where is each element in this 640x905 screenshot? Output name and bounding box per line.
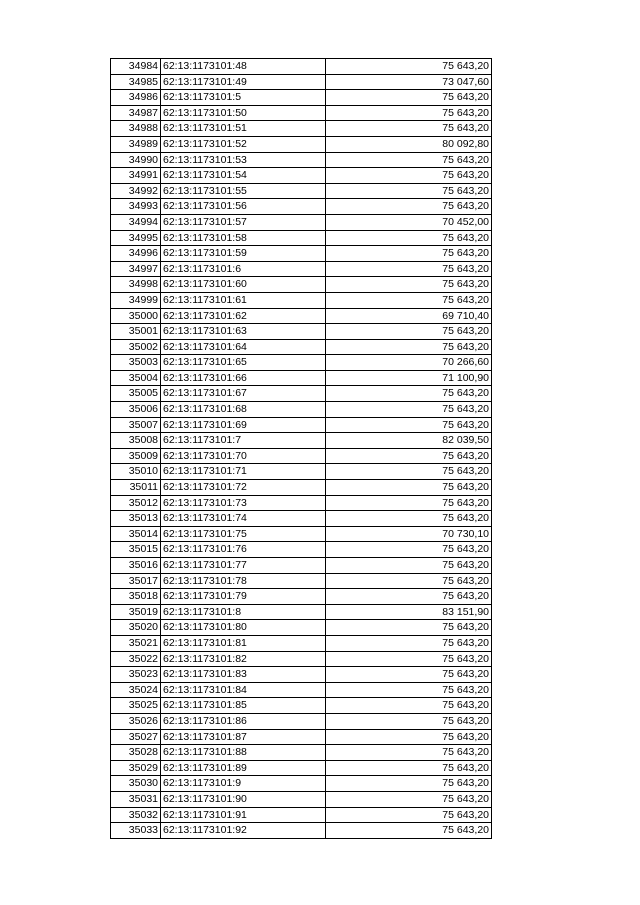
table-row xyxy=(111,152,492,168)
row-id-cell: 35020 xyxy=(111,620,161,636)
row-id-cell: 35006 xyxy=(111,402,161,418)
table-row xyxy=(111,760,492,776)
value-cell: 71 100,90 xyxy=(326,370,492,386)
cadastral-number-cell: 62:13:1173101:86 xyxy=(161,713,326,729)
cadastral-number-cell: 62:13:1173101:92 xyxy=(161,823,326,839)
cadastral-number-cell: 62:13:1173101:58 xyxy=(161,230,326,246)
cadastral-number-cell: 62:13:1173101:80 xyxy=(161,620,326,636)
value-cell: 75 643,20 xyxy=(326,542,492,558)
value-cell: 75 643,20 xyxy=(326,480,492,496)
row-id-cell: 35007 xyxy=(111,417,161,433)
value-cell: 70 266,60 xyxy=(326,355,492,371)
table-row xyxy=(111,667,492,683)
cadastral-number-cell: 62:13:1173101:70 xyxy=(161,448,326,464)
row-id-cell: 35014 xyxy=(111,526,161,542)
table-row xyxy=(111,90,492,106)
table-body xyxy=(111,59,492,839)
cadastral-number-cell: 62:13:1173101:84 xyxy=(161,682,326,698)
value-cell: 80 092,80 xyxy=(326,136,492,152)
row-id-cell: 34985 xyxy=(111,74,161,90)
value-cell: 75 643,20 xyxy=(326,339,492,355)
table-row xyxy=(111,558,492,574)
cadastral-number-cell: 62:13:1173101:6 xyxy=(161,261,326,277)
cadastral-number-cell: 62:13:1173101:85 xyxy=(161,698,326,714)
cadastral-number-cell: 62:13:1173101:60 xyxy=(161,277,326,293)
value-cell: 75 643,20 xyxy=(326,183,492,199)
cadastral-number-cell: 62:13:1173101:90 xyxy=(161,791,326,807)
cadastral-number-cell: 62:13:1173101:57 xyxy=(161,214,326,230)
table-row xyxy=(111,698,492,714)
row-id-cell: 34996 xyxy=(111,246,161,262)
value-cell: 75 643,20 xyxy=(326,168,492,184)
value-cell: 75 643,20 xyxy=(326,121,492,137)
table-row xyxy=(111,277,492,293)
row-id-cell: 35032 xyxy=(111,807,161,823)
value-cell: 75 643,20 xyxy=(326,729,492,745)
table-row xyxy=(111,542,492,558)
row-id-cell: 34988 xyxy=(111,121,161,137)
row-id-cell: 35021 xyxy=(111,635,161,651)
table-row xyxy=(111,807,492,823)
table-row xyxy=(111,823,492,839)
value-cell: 75 643,20 xyxy=(326,277,492,293)
table-row xyxy=(111,168,492,184)
table-row xyxy=(111,324,492,340)
row-id-cell: 35011 xyxy=(111,480,161,496)
table-row xyxy=(111,121,492,137)
cadastral-number-cell: 62:13:1173101:72 xyxy=(161,480,326,496)
value-cell: 75 643,20 xyxy=(326,573,492,589)
value-cell: 75 643,20 xyxy=(326,246,492,262)
value-cell: 75 643,20 xyxy=(326,791,492,807)
cadastral-number-cell: 62:13:1173101:64 xyxy=(161,339,326,355)
cadastral-number-cell: 62:13:1173101:7 xyxy=(161,433,326,449)
row-id-cell: 35018 xyxy=(111,589,161,605)
row-id-cell: 35028 xyxy=(111,745,161,761)
cadastral-number-cell: 62:13:1173101:49 xyxy=(161,74,326,90)
cadastral-number-cell: 62:13:1173101:73 xyxy=(161,495,326,511)
value-cell: 75 643,20 xyxy=(326,495,492,511)
cadastral-number-cell: 62:13:1173101:5 xyxy=(161,90,326,106)
value-cell: 75 643,20 xyxy=(326,667,492,683)
table-row xyxy=(111,495,492,511)
value-cell: 75 643,20 xyxy=(326,511,492,527)
row-id-cell: 35015 xyxy=(111,542,161,558)
value-cell: 75 643,20 xyxy=(326,776,492,792)
table-row xyxy=(111,230,492,246)
cadastral-number-cell: 62:13:1173101:83 xyxy=(161,667,326,683)
row-id-cell: 35004 xyxy=(111,370,161,386)
table-row xyxy=(111,308,492,324)
table-row xyxy=(111,370,492,386)
cadastral-number-cell: 62:13:1173101:79 xyxy=(161,589,326,605)
cadastral-number-cell: 62:13:1173101:89 xyxy=(161,760,326,776)
value-cell: 75 643,20 xyxy=(326,589,492,605)
table-row xyxy=(111,74,492,90)
row-id-cell: 35008 xyxy=(111,433,161,449)
cadastral-number-cell: 62:13:1173101:52 xyxy=(161,136,326,152)
cadastral-number-cell: 62:13:1173101:68 xyxy=(161,402,326,418)
value-cell: 75 643,20 xyxy=(326,402,492,418)
row-id-cell: 35033 xyxy=(111,823,161,839)
table-row xyxy=(111,402,492,418)
value-cell: 75 643,20 xyxy=(326,745,492,761)
cadastral-number-cell: 62:13:1173101:81 xyxy=(161,635,326,651)
row-id-cell: 35023 xyxy=(111,667,161,683)
row-id-cell: 34990 xyxy=(111,152,161,168)
table-row xyxy=(111,417,492,433)
value-cell: 75 643,20 xyxy=(326,324,492,340)
data-table xyxy=(110,58,492,839)
table-row xyxy=(111,604,492,620)
table-row xyxy=(111,136,492,152)
table-row xyxy=(111,713,492,729)
value-cell: 69 710,40 xyxy=(326,308,492,324)
row-id-cell: 35017 xyxy=(111,573,161,589)
table-row xyxy=(111,729,492,745)
value-cell: 75 643,20 xyxy=(326,760,492,776)
row-id-cell: 35013 xyxy=(111,511,161,527)
table-row xyxy=(111,448,492,464)
row-id-cell: 35030 xyxy=(111,776,161,792)
table-row xyxy=(111,246,492,262)
row-id-cell: 34989 xyxy=(111,136,161,152)
value-cell: 75 643,20 xyxy=(326,713,492,729)
row-id-cell: 35009 xyxy=(111,448,161,464)
table-row xyxy=(111,791,492,807)
row-id-cell: 35024 xyxy=(111,682,161,698)
row-id-cell: 35012 xyxy=(111,495,161,511)
cadastral-number-cell: 62:13:1173101:50 xyxy=(161,105,326,121)
cadastral-number-cell: 62:13:1173101:51 xyxy=(161,121,326,137)
table-row xyxy=(111,386,492,402)
row-id-cell: 34987 xyxy=(111,105,161,121)
table-row xyxy=(111,339,492,355)
value-cell: 75 643,20 xyxy=(326,558,492,574)
table-row xyxy=(111,651,492,667)
cadastral-number-cell: 62:13:1173101:78 xyxy=(161,573,326,589)
cadastral-number-cell: 62:13:1173101:9 xyxy=(161,776,326,792)
row-id-cell: 35019 xyxy=(111,604,161,620)
row-id-cell: 34999 xyxy=(111,292,161,308)
value-cell: 75 643,20 xyxy=(326,261,492,277)
table-row xyxy=(111,635,492,651)
value-cell: 75 643,20 xyxy=(326,105,492,121)
value-cell: 75 643,20 xyxy=(326,386,492,402)
value-cell: 75 643,20 xyxy=(326,199,492,215)
table-row xyxy=(111,261,492,277)
table-row xyxy=(111,433,492,449)
row-id-cell: 34984 xyxy=(111,59,161,75)
cadastral-number-cell: 62:13:1173101:82 xyxy=(161,651,326,667)
cadastral-number-cell: 62:13:1173101:62 xyxy=(161,308,326,324)
cadastral-number-cell: 62:13:1173101:8 xyxy=(161,604,326,620)
cadastral-number-cell: 62:13:1173101:65 xyxy=(161,355,326,371)
row-id-cell: 34991 xyxy=(111,168,161,184)
row-id-cell: 35001 xyxy=(111,324,161,340)
cadastral-number-cell: 62:13:1173101:67 xyxy=(161,386,326,402)
row-id-cell: 34997 xyxy=(111,261,161,277)
table-row xyxy=(111,214,492,230)
cadastral-number-cell: 62:13:1173101:59 xyxy=(161,246,326,262)
cadastral-number-cell: 62:13:1173101:75 xyxy=(161,526,326,542)
cadastral-number-cell: 62:13:1173101:71 xyxy=(161,464,326,480)
value-cell: 75 643,20 xyxy=(326,417,492,433)
row-id-cell: 35003 xyxy=(111,355,161,371)
cadastral-number-cell: 62:13:1173101:61 xyxy=(161,292,326,308)
row-id-cell: 35000 xyxy=(111,308,161,324)
row-id-cell: 35029 xyxy=(111,760,161,776)
table-row xyxy=(111,745,492,761)
cadastral-number-cell: 62:13:1173101:74 xyxy=(161,511,326,527)
row-id-cell: 34992 xyxy=(111,183,161,199)
table-row xyxy=(111,480,492,496)
cadastral-number-cell: 62:13:1173101:88 xyxy=(161,745,326,761)
value-cell: 75 643,20 xyxy=(326,635,492,651)
value-cell: 70 730,10 xyxy=(326,526,492,542)
value-cell: 75 643,20 xyxy=(326,823,492,839)
cadastral-number-cell: 62:13:1173101:76 xyxy=(161,542,326,558)
row-id-cell: 35016 xyxy=(111,558,161,574)
value-cell: 75 643,20 xyxy=(326,230,492,246)
table-row xyxy=(111,589,492,605)
table-row xyxy=(111,573,492,589)
table-row xyxy=(111,199,492,215)
row-id-cell: 34994 xyxy=(111,214,161,230)
value-cell: 82 039,50 xyxy=(326,433,492,449)
value-cell: 75 643,20 xyxy=(326,651,492,667)
value-cell: 75 643,20 xyxy=(326,90,492,106)
value-cell: 75 643,20 xyxy=(326,620,492,636)
table-row xyxy=(111,292,492,308)
table-row xyxy=(111,511,492,527)
row-id-cell: 35025 xyxy=(111,698,161,714)
table-row xyxy=(111,183,492,199)
table-row xyxy=(111,620,492,636)
row-id-cell: 35026 xyxy=(111,713,161,729)
value-cell: 75 643,20 xyxy=(326,448,492,464)
cadastral-number-cell: 62:13:1173101:87 xyxy=(161,729,326,745)
table-row xyxy=(111,464,492,480)
value-cell: 75 643,20 xyxy=(326,682,492,698)
value-cell: 73 047,60 xyxy=(326,74,492,90)
table-row xyxy=(111,776,492,792)
table-row xyxy=(111,526,492,542)
cadastral-number-cell: 62:13:1173101:77 xyxy=(161,558,326,574)
cadastral-number-cell: 62:13:1173101:63 xyxy=(161,324,326,340)
cadastral-number-cell: 62:13:1173101:56 xyxy=(161,199,326,215)
cadastral-number-cell: 62:13:1173101:55 xyxy=(161,183,326,199)
row-id-cell: 35022 xyxy=(111,651,161,667)
cadastral-number-cell: 62:13:1173101:53 xyxy=(161,152,326,168)
table-row xyxy=(111,355,492,371)
cadastral-number-cell: 62:13:1173101:91 xyxy=(161,807,326,823)
table-row xyxy=(111,59,492,75)
row-id-cell: 34993 xyxy=(111,199,161,215)
row-id-cell: 35027 xyxy=(111,729,161,745)
value-cell: 75 643,20 xyxy=(326,464,492,480)
table-row xyxy=(111,105,492,121)
row-id-cell: 35010 xyxy=(111,464,161,480)
value-cell: 75 643,20 xyxy=(326,292,492,308)
value-cell: 83 151,90 xyxy=(326,604,492,620)
row-id-cell: 35002 xyxy=(111,339,161,355)
value-cell: 75 643,20 xyxy=(326,807,492,823)
cadastral-number-cell: 62:13:1173101:69 xyxy=(161,417,326,433)
row-id-cell: 34986 xyxy=(111,90,161,106)
table-row xyxy=(111,682,492,698)
cadastral-number-cell: 62:13:1173101:66 xyxy=(161,370,326,386)
row-id-cell: 35031 xyxy=(111,791,161,807)
row-id-cell: 34998 xyxy=(111,277,161,293)
value-cell: 75 643,20 xyxy=(326,152,492,168)
row-id-cell: 34995 xyxy=(111,230,161,246)
value-cell: 75 643,20 xyxy=(326,698,492,714)
value-cell: 75 643,20 xyxy=(326,59,492,75)
value-cell: 70 452,00 xyxy=(326,214,492,230)
cadastral-number-cell: 62:13:1173101:48 xyxy=(161,59,326,75)
row-id-cell: 35005 xyxy=(111,386,161,402)
cadastral-number-cell: 62:13:1173101:54 xyxy=(161,168,326,184)
